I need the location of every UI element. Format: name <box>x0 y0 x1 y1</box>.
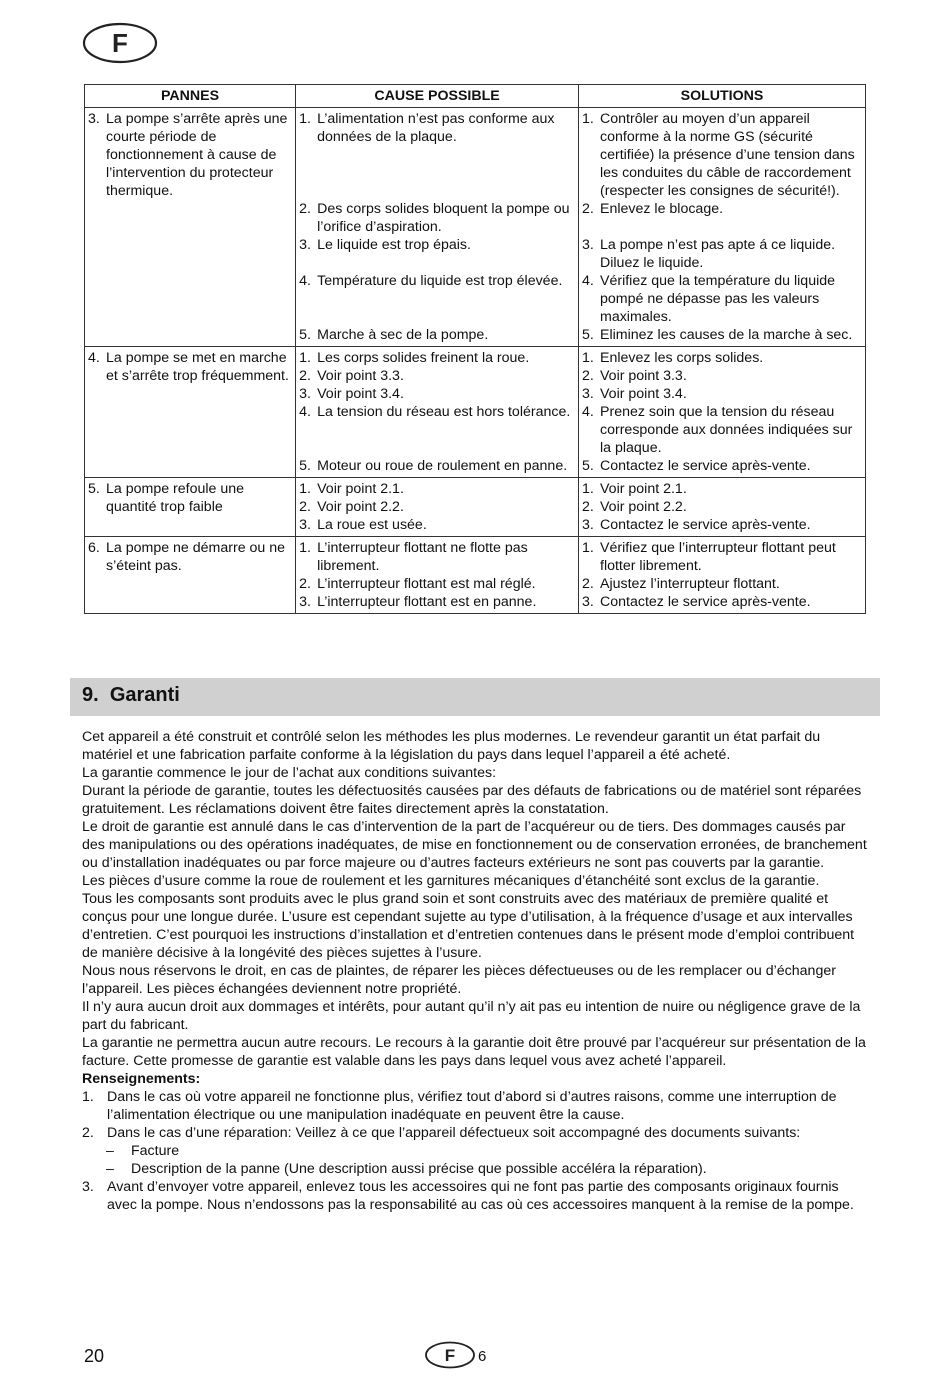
cause-number: 1. <box>299 111 311 127</box>
paragraph: Durant la période de garantie, toutes les défectuosités causées par des défauts de fabrications ou de matériel sont réparées gratuitement. Les réclamations doivent être faites directement après la constatation. <box>82 783 862 817</box>
cause-item <box>299 200 575 236</box>
list-item <box>82 1088 872 1124</box>
solution-number: 3. <box>582 237 594 253</box>
footer-sub-page: 6 <box>478 1348 487 1365</box>
solution-text: Enlevez les corps solides. <box>600 350 764 366</box>
cause-item <box>299 480 575 498</box>
cause-text: Les corps solides freinent la roue. <box>317 350 530 366</box>
solution-cell <box>579 478 866 537</box>
cause-cell <box>296 108 579 347</box>
solution-number: 5. <box>582 327 594 343</box>
cause-cell <box>296 537 579 614</box>
panne-cell <box>85 537 296 614</box>
cause-cell <box>296 347 579 478</box>
panne-text: La pompe se met en marche et s’arrête trop fréquemment. <box>106 350 289 384</box>
solution-number: 2. <box>582 499 594 515</box>
cause-text: L’interrupteur flottant ne flotte pas librement. <box>317 540 528 574</box>
table-row <box>85 108 866 347</box>
cause-item <box>299 593 575 611</box>
paragraph: La garantie commence le jour de l’achat aux conditions suivantes: <box>82 765 497 781</box>
solution-text: Voir point 2.2. <box>600 499 687 515</box>
paragraph: Tous les composants sont produits avec le plus grand soin et sont construits avec des matériaux de première qualité et conçus pour une longue durée. L’usure est cependant sujette au type d’utilisation, à la fréquence d’usage et aux intervalles d’entretien. C’est pourquoi les instructions d’installation et d’entretien contenues dans le présent mode d’emploi contribuent de manière décisive à la longévité des pièces sujettes à l’usure. <box>82 891 855 961</box>
cause-text: Marche à sec de la pompe. <box>317 327 489 343</box>
logo-letter: F <box>112 28 128 58</box>
cause-number: 3. <box>299 517 311 533</box>
panne-cell <box>85 108 296 347</box>
cause-text: Température du liquide est trop élevée. <box>317 273 563 289</box>
solution-number: 5. <box>582 458 594 474</box>
panne-number: 5. <box>88 481 100 497</box>
solution-text: Enlevez le blocage. <box>600 201 724 217</box>
solution-number: 3. <box>582 517 594 533</box>
cause-number: 3. <box>299 237 311 253</box>
cause-number: 1. <box>299 481 311 497</box>
solution-text: Prenez soin que la tension du réseau corresponde aux données indiquées sur la plaque. <box>600 404 853 456</box>
paragraph: Nous nous réservons le droit, en cas de plaintes, de réparer les pièces défectueuses ou de les remplacer ou d’échanger l’appareil. Les pièces échangées deviennent notre propriété. <box>82 963 836 997</box>
panne-item <box>88 349 292 385</box>
cause-number: 2. <box>299 201 311 217</box>
cause-cell <box>296 478 579 537</box>
cause-item <box>299 272 575 326</box>
sub-list-text: Description de la panne (Une description aussi précise que possible accéléra la réparation). <box>131 1161 707 1177</box>
panne-item <box>88 110 292 200</box>
list-number: 1. <box>82 1089 94 1105</box>
sub-list-item <box>82 1160 872 1178</box>
solution-number: 1. <box>582 111 594 127</box>
solution-text: Contactez le service après-vente. <box>600 517 811 533</box>
panne-number: 4. <box>88 350 100 366</box>
list-number: 2. <box>82 1125 94 1141</box>
cause-number: 1. <box>299 350 311 366</box>
solution-number: 2. <box>582 201 594 217</box>
cause-number: 3. <box>299 594 311 610</box>
solution-number: 4. <box>582 404 594 420</box>
solution-item <box>582 539 862 575</box>
solution-item <box>582 236 862 272</box>
dash-bullet: – <box>106 1161 114 1177</box>
solution-number: 1. <box>582 540 594 556</box>
warranty-body <box>82 728 872 1214</box>
cause-text: Voir point 3.4. <box>317 386 404 402</box>
solution-text: La pompe n’est pas apte á ce liquide. Diluez le liquide. <box>600 237 836 271</box>
solution-number: 3. <box>582 386 594 402</box>
cause-number: 2. <box>299 576 311 592</box>
cause-text: Moteur ou roue de roulement en panne. <box>317 458 568 474</box>
paragraph: Il n’y aura aucun droit aux dommages et intérêts, pour autant qu’il n’y ait pas eu intention de nuire ou négligence grave de la part du fabricant. <box>82 999 861 1033</box>
paragraph: Cet appareil a été construit et contrôlé selon les méthodes les plus modernes. Le revendeur garantit un état parfait du matériel et une fabrication parfaite conforme à la législation du pays dans lequel l’appareil a été acheté. <box>82 729 821 763</box>
solution-text: Vérifiez que la température du liquide pompé ne dépasse pas les valeurs maximales. <box>600 273 836 325</box>
solution-number: 4. <box>582 273 594 289</box>
section-heading-bar <box>70 678 880 716</box>
solution-item <box>582 367 862 385</box>
panne-text: La pompe s’arrête après une courte période de fonctionnement à cause de l’intervention du protecteur thermique. <box>106 111 288 199</box>
panne-text: La pompe ne démarre ou ne s’éteint pas. <box>106 540 286 574</box>
solution-cell <box>579 108 866 347</box>
solution-number: 2. <box>582 576 594 592</box>
dash-bullet: – <box>106 1143 114 1159</box>
solution-cell <box>579 347 866 478</box>
section-number: 9. <box>82 684 99 706</box>
solution-text: Contactez le service après-vente. <box>600 594 811 610</box>
solution-number: 2. <box>582 368 594 384</box>
solution-item <box>582 403 862 457</box>
list-number: 3. <box>82 1179 94 1195</box>
cause-item <box>299 367 575 385</box>
cause-number: 2. <box>299 368 311 384</box>
page-number: 20 <box>84 1346 105 1366</box>
cause-text: La tension du réseau est hors tolérance. <box>317 404 571 420</box>
cause-item <box>299 385 575 403</box>
cause-item <box>299 516 575 534</box>
footer-logo-letter: F <box>444 1346 456 1365</box>
cause-text: L’interrupteur flottant est en panne. <box>317 594 537 610</box>
header-pannes: PANNES <box>85 85 296 108</box>
section-title <box>82 684 180 707</box>
solution-text: Vérifiez que l’interrupteur flottant peut flotter librement. <box>600 540 836 574</box>
footer-country-logo-f <box>424 1340 476 1370</box>
panne-text: La pompe refoule une quantité trop faible <box>106 481 245 515</box>
cause-item <box>299 236 575 272</box>
panne-cell <box>85 478 296 537</box>
panne-item <box>88 480 292 516</box>
solution-item <box>582 200 862 236</box>
cause-number: 2. <box>299 499 311 515</box>
table-row <box>85 478 866 537</box>
cause-item <box>299 403 575 457</box>
solution-text: Contrôler au moyen d’un appareil conforme à la norme GS (sécurité certifiée) la présence d’une tension dans les conduites du câble de raccordement (respecter les consignes de sécurité!). <box>600 111 855 199</box>
cause-text: L’alimentation n’est pas conforme aux données de la plaque. <box>317 111 555 145</box>
list-item <box>82 1124 872 1142</box>
cause-number: 3. <box>299 386 311 402</box>
cause-item <box>299 539 575 575</box>
cause-number: 5. <box>299 458 311 474</box>
solution-cell <box>579 537 866 614</box>
list-text: Dans le cas d’une réparation: Veillez à ce que l’appareil défectueux soit accompagné des documents suivants: <box>107 1125 801 1141</box>
solution-item <box>582 272 862 326</box>
section-title-text: Garanti <box>109 684 180 706</box>
solution-text: Eliminez les causes de la marche à sec. <box>600 327 853 343</box>
header-solutions: SOLUTIONS <box>579 85 866 108</box>
panne-item <box>88 539 292 575</box>
solution-item <box>582 516 862 534</box>
paragraph: La garantie ne permettra aucun autre recours. Le recours à la garantie doit être prouvé par l’acquéreur sur présentation de la facture. Cette promesse de garantie est valable dans les pays dans lequel vous avez acheté l’appareil. <box>82 1035 866 1069</box>
cause-item <box>299 457 575 475</box>
cause-item <box>299 110 575 200</box>
cause-number: 4. <box>299 273 311 289</box>
solution-item <box>582 349 862 367</box>
cause-text: Le liquide est trop épais. <box>317 237 471 253</box>
solution-item <box>582 326 862 344</box>
solution-text: Voir point 3.4. <box>600 386 687 402</box>
list-text: Dans le cas où votre appareil ne fonctionne plus, vérifiez tout d’abord si d’autres raisons, comme une interruption de l’alimentation électrique ou une manipulation inadéquate en peuvent être la cause. <box>107 1089 837 1123</box>
solution-text: Voir point 3.3. <box>600 368 687 384</box>
header-cause: CAUSE POSSIBLE <box>296 85 579 108</box>
list-item <box>82 1178 872 1214</box>
paragraph: Les pièces d’usure comme la roue de roulement et les garnitures mécaniques d’étanchéité sont exclus de la garantie. <box>82 873 820 889</box>
country-logo-f <box>82 22 158 64</box>
table-row <box>85 537 866 614</box>
solution-item <box>582 110 862 200</box>
cause-text: Des corps solides bloquent la pompe ou l’orifice d’aspiration. <box>317 201 570 235</box>
cause-text: L’interrupteur flottant est mal réglé. <box>317 576 536 592</box>
list-text: Avant d’envoyer votre appareil, enlevez tous les accessoires qui ne font pas partie des composants originaux fournis avec la pompe. Nous n’endossons pas la responsabilité au cas où ces accessoires manquent à la remise de la pompe. <box>107 1179 854 1213</box>
cause-item <box>299 498 575 516</box>
cause-item <box>299 349 575 367</box>
solution-text: Contactez le service après-vente. <box>600 458 811 474</box>
solution-item <box>582 575 862 593</box>
cause-item <box>299 575 575 593</box>
cause-text: Voir point 2.2. <box>317 499 404 515</box>
solution-item <box>582 498 862 516</box>
solution-number: 3. <box>582 594 594 610</box>
cause-number: 1. <box>299 540 311 556</box>
solution-item <box>582 593 862 611</box>
solution-number: 1. <box>582 481 594 497</box>
cause-text: Voir point 3.3. <box>317 368 404 384</box>
table-header-row <box>85 85 866 108</box>
solution-text: Voir point 2.1. <box>600 481 687 497</box>
cause-item <box>299 326 575 344</box>
solution-item <box>582 480 862 498</box>
cause-number: 5. <box>299 327 311 343</box>
sub-list-item <box>82 1142 872 1160</box>
cause-text: Voir point 2.1. <box>317 481 404 497</box>
troubleshooting-table <box>84 84 866 614</box>
table-row <box>85 347 866 478</box>
cause-text: La roue est usée. <box>317 517 427 533</box>
paragraph: Le droit de garantie est annulé dans le cas d’intervention de la part de l’acquéreur ou de tiers. Des dommages causés par des manipulations ou des opérations inadéquates, de mise en fonctionnement ou de conservation erronées, de branchement ou d’installation inadéquates ou par force majeure ou d’autres facteurs extérieurs ne sont pas couverts par la garantie. <box>82 819 867 871</box>
cause-number: 4. <box>299 404 311 420</box>
sub-list-text: Facture <box>131 1143 180 1159</box>
panne-cell <box>85 347 296 478</box>
solution-item <box>582 457 862 475</box>
solution-item <box>582 385 862 403</box>
panne-number: 6. <box>88 540 100 556</box>
panne-number: 3. <box>88 111 100 127</box>
solution-text: Ajustez l’interrupteur flottant. <box>600 576 780 592</box>
renseignements-heading: Renseignements: <box>82 1071 201 1087</box>
solution-number: 1. <box>582 350 594 366</box>
